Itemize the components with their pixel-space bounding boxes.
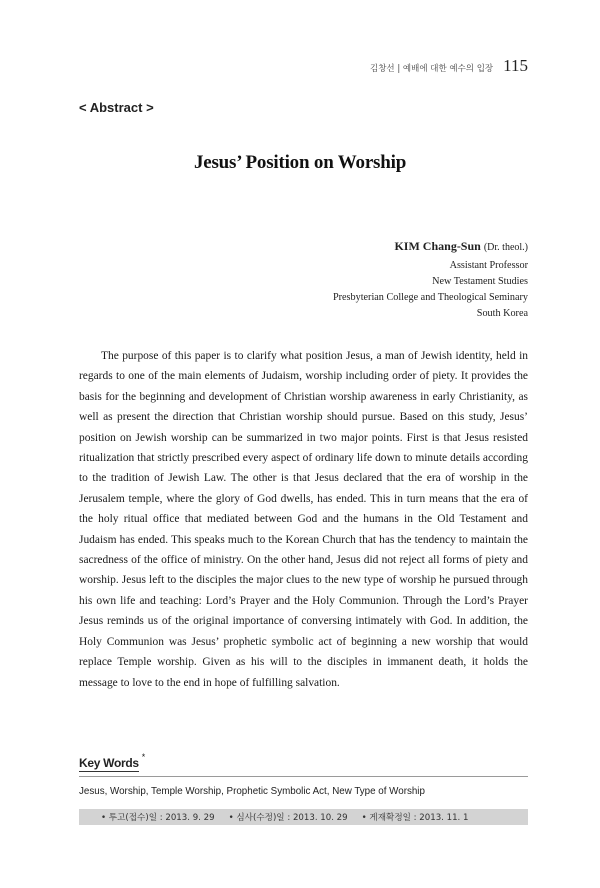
author-affiliation-department: New Testament Studies	[432, 276, 528, 287]
page-number: 115	[503, 56, 528, 75]
submission-dates-bar	[79, 809, 528, 825]
author-degree: (Dr. theol.)	[483, 242, 528, 253]
author-affiliation-position: Assistant Professor	[449, 260, 528, 271]
keywords-divider	[79, 776, 528, 777]
keywords-heading	[79, 752, 146, 772]
author-block	[333, 236, 528, 322]
running-head-text: 김창선 | 예배에 대한 예수의 입장	[370, 64, 494, 74]
author-affiliation-country: South Korea	[476, 308, 528, 319]
paper-title: Jesus’ Position on Worship	[193, 152, 407, 173]
date-received: • 투고(접수)일 : 2013. 9. 29	[101, 813, 215, 823]
date-accepted: • 게재확정일 : 2013. 11. 1	[361, 813, 469, 823]
date-reviewed: • 심사(수정)일 : 2013. 10. 29	[228, 813, 348, 823]
author-name: KIM Chang-Sun	[394, 239, 481, 253]
author-line	[333, 236, 528, 258]
running-head	[370, 56, 528, 76]
keywords-title: Key Words	[79, 756, 139, 770]
keywords-list: Jesus, Worship, Temple Worship, Prophetic Symbolic Act, New Type of Worship	[79, 786, 425, 797]
abstract-body: The purpose of this paper is to clarify what position Jesus, a man of Jewish identity, held in regards to one of the main elements of Judaism, worship including order of piety. It provides the basis for the beginning and development of Christian worship awareness in early Christianity, as well as present the direction that Christian worship should pursue. Based on this study, Jesus’ position on Jewish worship can be summarized in two major points. First is that Jesus resisted ritualization that strictly prescribed every aspect of ordinary life down to minute details according to the tradition of Jewish Law. The other is that Jesus declared that the era of worship in the Jerusalem temple, where the glory of God dwells, has ended. This in turn means that the era of the holy ritual office that mediated between God and the humans in the Old Testament and Judaism has ended. This speaks much to the Korean Church that has the tendency to maintain the sacredness of the office of ministry. On the other hand, Jesus did not reject all forms of piety and worship. Jesus left to the disciples the major clues to the new type of worship he pursued through his own life and teaching: Lord’s Prayer and the Holy Communion. Through the Lord’s Prayer Jesus reminds us of the original importance of conversing intimately with God. In addition, the Holy Communion was Jesus’ prophetic symbolic act of beginning a new worship that would replace Temple worship. Given as his will to the disciples in immanent death, it holds the message to love to the end in hope of fulfilling salvation.	[79, 350, 528, 689]
keywords-marker: *	[141, 752, 146, 762]
author-affiliation-institution: Presbyterian College and Theological Seminary	[332, 292, 528, 303]
section-label: < Abstract >	[79, 100, 154, 115]
